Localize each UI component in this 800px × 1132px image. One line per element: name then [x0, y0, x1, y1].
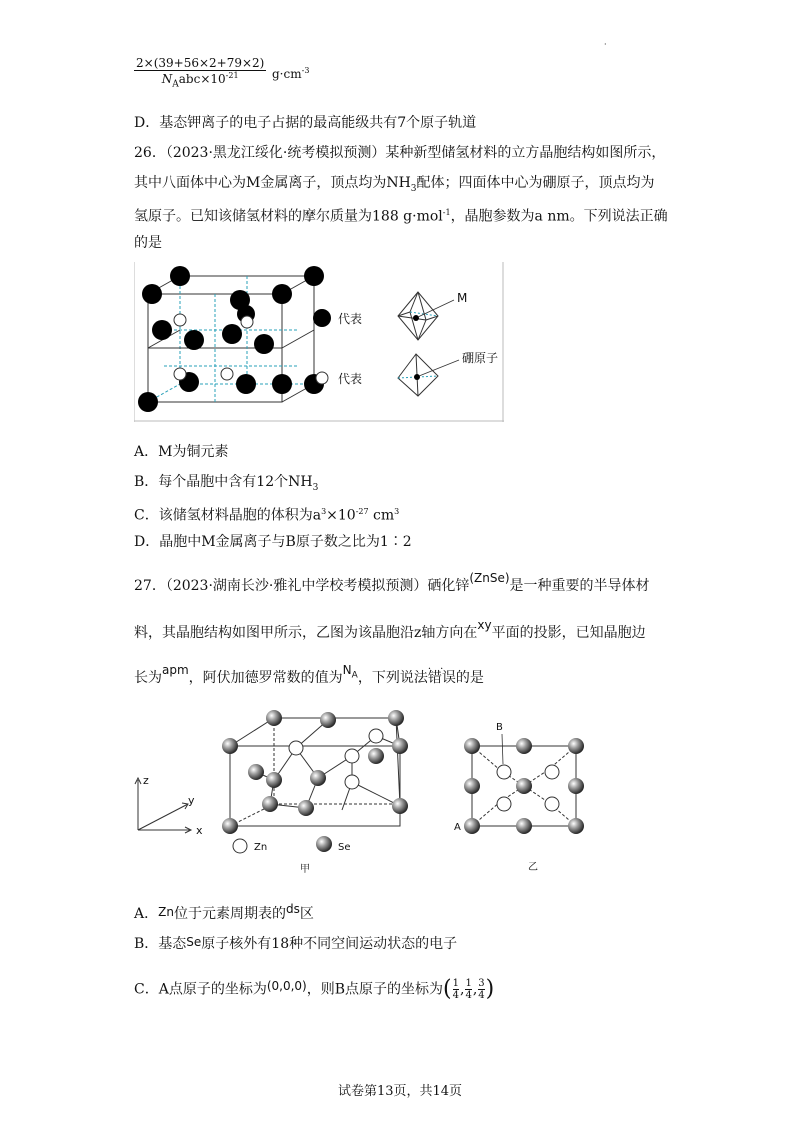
- legend-zn-text: Zn: [254, 842, 268, 853]
- prev-option-d: D．基态钾离子的电子占据的最高能级共有7个原子轨道: [134, 115, 477, 131]
- q26-option-b: B．每个晶胞中含有12个$NH_3$: [134, 474, 319, 493]
- label-boron: 硼原子: [462, 351, 499, 365]
- axis-z-label: z: [143, 774, 149, 787]
- yi-se-atoms: [464, 738, 584, 834]
- axis-x-label: x: [196, 824, 203, 837]
- legend-black-sphere: [313, 309, 331, 327]
- q26-option-c: C．该储氢材料晶胞的体积为$a^3\times 10^{-27}$ $cm^3$: [134, 507, 400, 524]
- page-mark: ·: [604, 40, 607, 49]
- emphasis-wrong: · · 错误: [428, 670, 456, 686]
- formula-fraction: [134, 56, 266, 89]
- caption-yi: 乙: [528, 862, 538, 873]
- q26-stem-line1: 26．（2023·黑龙江绥化·统考模拟预测）某种新型储氢材料的立方晶胞结构如图所示，: [134, 145, 666, 161]
- label-a: A: [454, 822, 461, 833]
- q27-option-a: A．Zn位于元素周期表的ds区: [134, 902, 314, 922]
- legend-white-sphere: [316, 372, 328, 384]
- octahedron-center: [413, 315, 419, 321]
- formula-unit: $g\cdot cm^{-3}$: [272, 66, 310, 81]
- legend-se-text: Se: [338, 842, 351, 853]
- q27-crystal-figures: [130, 700, 610, 880]
- legend-se-sphere: [316, 836, 332, 852]
- q27-option-b: B．基态Se原子核外有18种不同空间运动状态的电子: [134, 935, 458, 952]
- q26-option-d: D．晶胞中M金属离子与B原子数之比为1∶2: [134, 534, 412, 550]
- q26-stem-line2: 其中八面体中心为M金属离子，顶点均为$NH_3$配体；四面体中心为硼原子，顶点均为: [134, 175, 655, 194]
- q27-stem-line2: 料，其晶胞结构如图甲所示，乙图为该晶胞沿z轴方向在xy平面的投影，已知晶胞边: [134, 618, 646, 641]
- q26-stem-line4: 的是: [134, 235, 162, 251]
- q26-stem-line3: 氢原子。已知该储氢材料的摩尔质量为188 g·mol$^{-1}$，晶胞参数为a nm。下列说法正确: [134, 208, 668, 225]
- q26-black-spheres: [138, 266, 324, 412]
- q26-crystal-figure: [134, 262, 504, 422]
- formula-denominator: $N_Aabc\times 10^{-21}$: [161, 71, 239, 90]
- q26-white-spheres: [174, 314, 253, 380]
- q27-stem-line1: 27．（2023·湖南长沙·雅礼中学校考模拟预测）硒化锌(ZnSe)是一种重要的半导体材: [134, 571, 650, 594]
- axis-y-label: y: [188, 794, 195, 807]
- formula-numerator: 2×(39+56×2+79×2): [136, 56, 265, 70]
- caption-jia: 甲: [300, 864, 310, 875]
- q26-option-a: A．M为铜元素: [134, 444, 229, 460]
- q27-option-c: C．A点原子的坐标为(0,0,0)，则B点原子的坐标为( $\frac{1}{4}$ , $\frac{1}{4}$ , $\frac{3}{4}$ ): [134, 976, 495, 1002]
- jia-se-atoms: [222, 710, 408, 834]
- label-b: B: [496, 722, 503, 733]
- tetrahedron-center: [414, 374, 420, 380]
- legend-black-text: 代表: [338, 312, 363, 326]
- page-footer: 试卷第13页，共14页: [337, 1084, 463, 1099]
- label-m: M: [457, 291, 468, 305]
- legend-white-text: 代表: [338, 372, 363, 386]
- legend-zn-sphere: [233, 839, 247, 853]
- q27-stem-line3: 长为apm，阿伏加德罗常数的值为$N_A$，下列说法· · 错误的是: [134, 668, 484, 693]
